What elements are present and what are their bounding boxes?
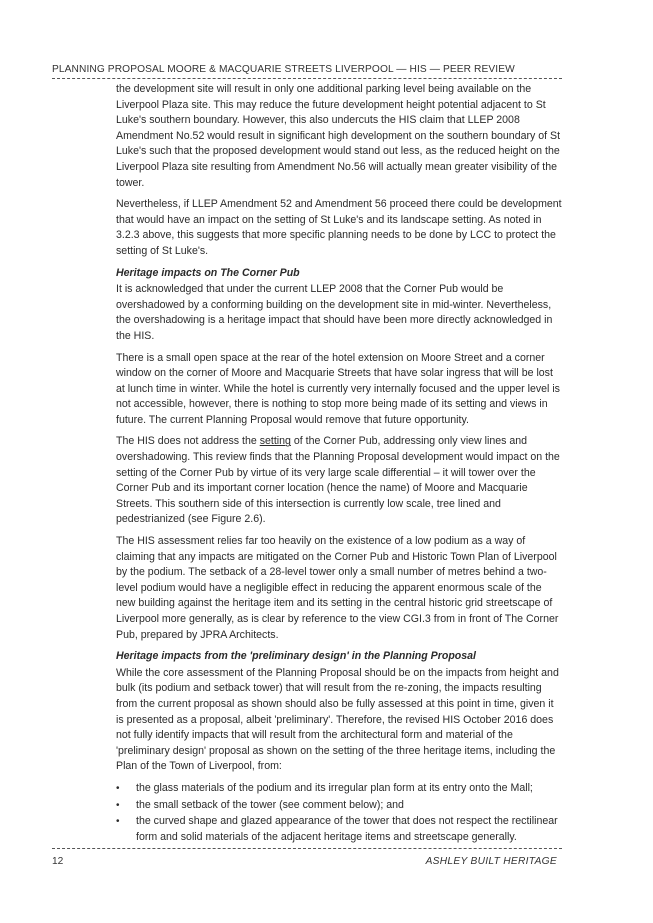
bullet-icon: • xyxy=(116,799,120,811)
paragraph: While the core assessment of the Planning Proposal should be on the impacts from height and bulk (its podium and setback tower) that will result from the re-zoning, the impacts resulting from the current proposal as shown should also be fully assessed at this point in time, given it is presented as a proposal, albeit 'preliminary'. Therefore, the revised HIS October 2016 does not fully identify impacts that will result from the architectural form and material of the 'preliminary design' proposal as shown on the setting of the three heritage items, including the Plan of the Town of Liverpool, from: xyxy=(116,666,559,773)
paragraph xyxy=(116,434,563,528)
list-item-text: the curved shape and glazed appearance of the tower that does not respect the rectilinear form and solid materials of the adjacent heritage items and streetscape generally. xyxy=(136,815,558,843)
list-item xyxy=(116,781,563,797)
section-heading: Heritage impacts on The Corner Pub xyxy=(116,266,300,279)
paragraph: There is a small open space at the rear of the hotel extension on Moore Street and a corner window on the corner of Moore and Macquarie Streets that have solar ingress that will be lost at lunch time in winter. While the hotel is currently very internally focused and the upper level is not accessible, however, there is nothing to stop more being made of its setting and views in future. The current Planning Proposal would remove that future opportunity. xyxy=(116,351,560,426)
paragraph: the development site will result in only one additional parking level being available on the Liverpool Plaza site. This may reduce the future development height potential adjacent to St Luke's southern boundary. However, this also undercuts the HIS claim that LLEP 2008 Amendment No.52 would result in significant high development on the southern boundary of St Luke's such that the proposed development would stand out less, as the reduced height on the Liverpool Plaza site resulting from Amendment No.56 will actually mean greater visibility of the tower. xyxy=(116,83,561,189)
header-divider xyxy=(52,78,562,79)
list-item-text: the small setback of the tower (see comment below); and xyxy=(136,798,404,811)
paragraph: Nevertheless, if LLEP Amendment 52 and Amendment 56 proceed there could be development that would have an impact on the setting of St Luke's and its landscape setting. As noted in 3.2.3 above, this suggests that more specific planning needs to be done by LCC to protect the setting of St Luke's. xyxy=(116,198,562,257)
footer-divider xyxy=(52,848,562,849)
paragraph: It is acknowledged that under the current LLEP 2008 that the Corner Pub would be overshadowed by a conforming building on the development site in mid-winter. Nevertheless, the overshadowing is a heritage impact that should have been more directly acknowledged in the HIS. xyxy=(116,283,553,342)
section-heading: Heritage impacts from the 'preliminary design' in the Planning Proposal xyxy=(116,650,477,663)
list-item xyxy=(116,798,563,814)
text-run: The HIS does not address the xyxy=(116,435,260,448)
bullet-icon: • xyxy=(116,782,120,794)
text-run: of the Corner Pub, addressing only view lines and overshadowing. This review finds that the Planning Proposal development would impact on the setting of the Corner Pub by virtue of its very large scale differential – it will tower over the Corner Pub and its important corner location (hence the name) of Moore and Macquarie Streets. This southern side of this intersection is currently low scale, tree lined and pedestrianized (see Figure 2.6). xyxy=(116,435,560,526)
underlined-term: setting xyxy=(259,435,291,448)
document-body xyxy=(116,82,563,846)
page-number: 12 xyxy=(52,856,64,867)
list-item xyxy=(116,814,563,845)
list-item-text: the glass materials of the podium and its irregular plan form at its entry onto the Mall; xyxy=(136,781,533,794)
running-header: PLANNING PROPOSAL MOORE & MACQUARIE STREETS LIVERPOOL — HIS — PEER REVIEW xyxy=(52,64,515,75)
paragraph: The HIS assessment relies far too heavily on the existence of a low podium as a way of claiming that any impacts are mitigated on the Corner Pub and Historic Town Plan of Liverpool by the podium. The setback of a 28-level tower only a small number of metres behind a two-level podium would have a negligible effect in reducing the apparent enormous scale of the new building against the heritage item and its setting in the central historic grid streetscape of Liverpool more generally, as is clear by reference to the view CGI.3 from in front of The Corner Pub, prepared by JPRA Architects. xyxy=(116,535,559,641)
bullet-list xyxy=(116,781,563,845)
bullet-icon: • xyxy=(116,816,120,828)
footer-brand: ASHLEY BUILT HERITAGE xyxy=(425,856,557,867)
